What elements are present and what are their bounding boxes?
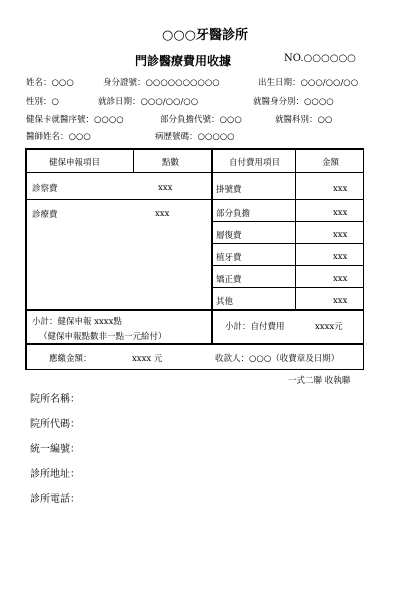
receipt-title: 門診醫療費用收據 [135, 54, 232, 68]
department: 就醫科別：○○ [275, 115, 333, 125]
payee: 收款人：○○○（收費章及日期） [215, 354, 340, 364]
receipt-number: NO.○○○○○○ [284, 53, 356, 64]
clinic-name-label: 院所名稱： [30, 394, 80, 405]
clinic-phone-label: 診所電話： [30, 494, 80, 505]
record-number: 病歷號碼：○○○○○ [155, 132, 235, 142]
nhi-item-treatment: 診療費 [32, 210, 58, 220]
self-amount-other: xxx [333, 296, 348, 306]
card-serial: 健保卡就醫序號：○○○○ [26, 115, 124, 125]
subtotal-self-label: 小計：自付費用 [225, 322, 285, 332]
clinic-name: ○○○牙醫診所 [162, 28, 249, 43]
patient-name: 姓名：○○○ [26, 78, 74, 88]
visit-date: 就診日期：○○○/○○/○○ [98, 97, 199, 107]
insurance-category: 就醫身分別：○○○○ [253, 97, 334, 107]
self-amount-restoration: xxx [333, 230, 348, 240]
subtotal-self-value: xxxx元 [315, 322, 343, 332]
subtotal-nhi: 小計：健保申報 xxxx點 [32, 317, 122, 327]
nhi-points-treatment: xxx [155, 209, 170, 219]
self-item-orthodontic: 矯正費 [216, 275, 242, 285]
header-amount: 金額 [322, 158, 340, 168]
self-item-copay: 部分負擔 [216, 209, 251, 219]
payable-value: xxxx 元 [132, 354, 163, 364]
header-points: 點數 [162, 158, 180, 168]
copy-note: 一式二聯 收執聯 [288, 376, 351, 386]
self-amount-registration: xxx [333, 184, 348, 194]
nhi-points-consultation: xxx [158, 183, 173, 193]
clinic-address-label: 診所地址： [30, 469, 80, 480]
patient-id-number: 身分證號：○○○○○○○○○○ [103, 78, 220, 88]
header-self-item: 自付費用項目 [229, 158, 281, 168]
nhi-item-consultation: 診察費 [32, 184, 58, 194]
doctor-name: 醫師姓名：○○○ [26, 132, 91, 142]
copay-code: 部分負擔代號：○○○ [160, 115, 242, 125]
clinic-code-label: 院所代碼： [30, 419, 80, 430]
self-item-other: 其他 [216, 297, 234, 307]
subtotal-nhi-note: （健保申報點數非一點一元給付） [39, 332, 167, 342]
tax-id-label: 統一編號： [30, 444, 80, 455]
self-item-restoration: 層復費 [216, 231, 242, 241]
self-amount-orthodontic: xxx [333, 274, 348, 284]
patient-gender: 性別：○ [26, 97, 59, 107]
header-nhi-item: 健保申報項目 [49, 158, 101, 168]
self-amount-implant: xxx [333, 252, 348, 262]
payable-label: 應繳金額： [49, 354, 92, 364]
self-item-implant: 植牙費 [216, 253, 242, 263]
patient-birth-date: 出生日期：○○○/○○/○○ [258, 78, 359, 88]
self-item-registration: 掛號費 [216, 185, 242, 195]
fee-table [25, 148, 364, 370]
self-amount-copay: xxx [333, 208, 348, 218]
